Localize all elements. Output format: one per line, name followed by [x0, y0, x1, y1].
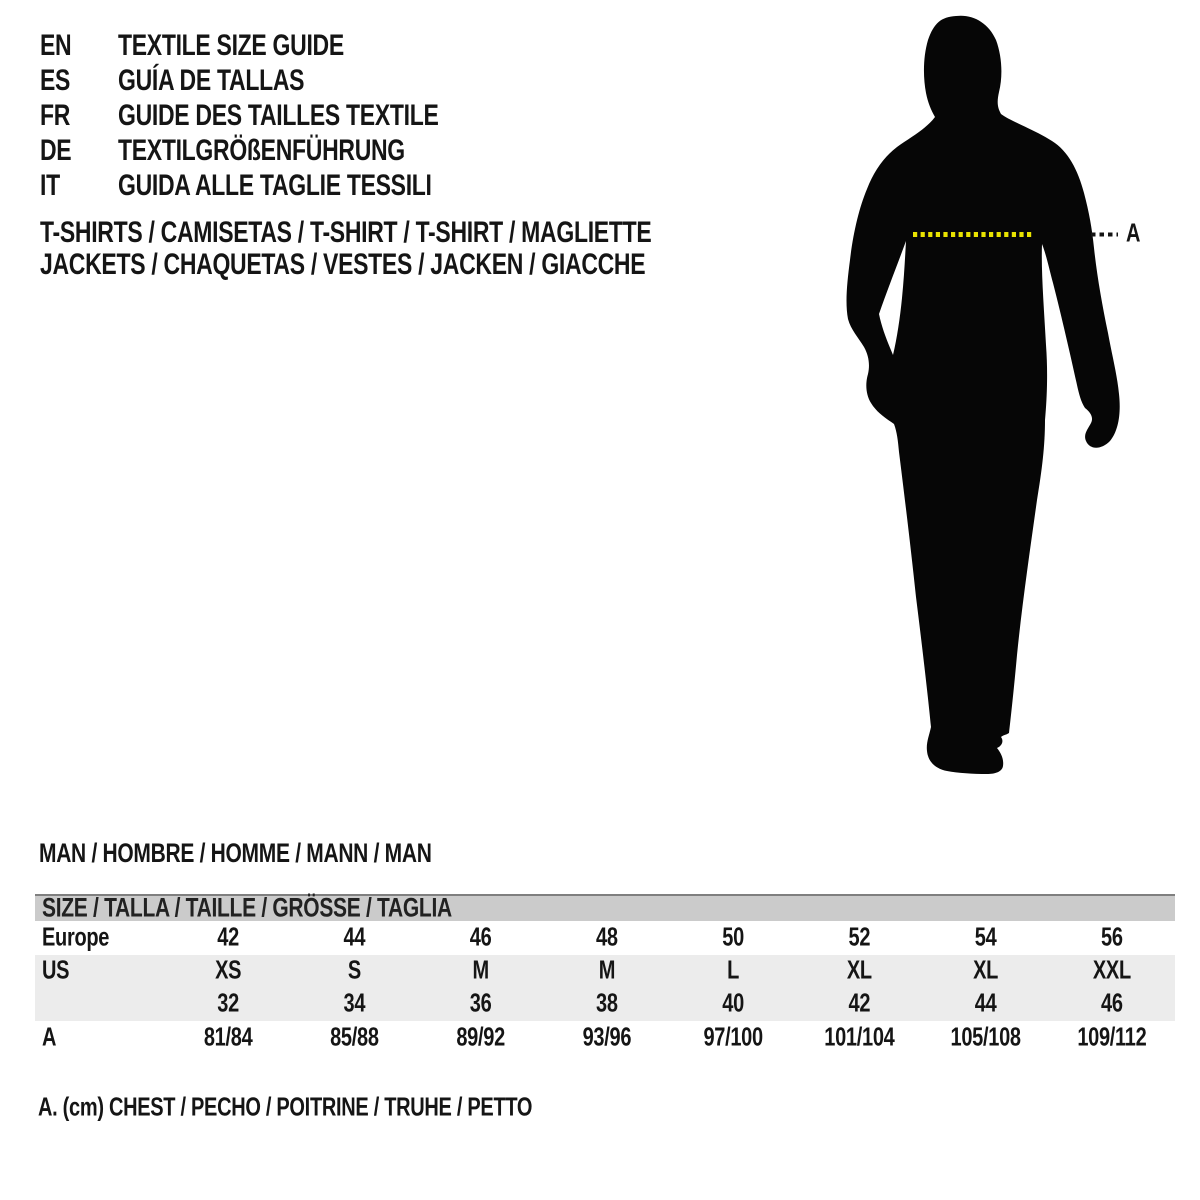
category-text: JACKETS / CHAQUETAS / VESTES / JACKEN / GIACCHE [40, 247, 646, 281]
table-row-europe [35, 921, 1175, 955]
table-cell: M [472, 956, 489, 985]
table-cell: L [727, 956, 740, 985]
language-code: EN [40, 28, 72, 62]
table-cell: 52 [848, 923, 871, 952]
table-cell: 101/104 [824, 1023, 895, 1052]
row-label: A [42, 1023, 57, 1052]
table-cell: 36 [469, 989, 492, 1018]
table-cell: 56 [1101, 923, 1123, 952]
language-code: ES [40, 63, 71, 97]
table-cell: 105/108 [950, 1023, 1021, 1052]
table-row-numeric [35, 988, 1175, 1021]
table-cell: XXL [1092, 956, 1131, 985]
table-row-chest-a [35, 1021, 1175, 1056]
measure-label-text: A [1126, 219, 1141, 249]
language-code: FR [40, 98, 71, 132]
table-cell: 44 [343, 923, 366, 952]
language-title: TEXTILE SIZE GUIDE [118, 28, 344, 62]
table-cell: 38 [596, 989, 618, 1018]
measurement-footnote [38, 1093, 533, 1123]
measure-label-a [1126, 219, 1141, 249]
table-cell: XS [215, 956, 242, 985]
language-code: IT [40, 168, 60, 202]
table-cell: 32 [217, 989, 239, 1018]
size-table-header-text: SIZE / TALLA / TAILLE / GRÖSSE / TAGLIA [42, 893, 452, 923]
size-table-header [35, 894, 1175, 921]
row-label: Europe [42, 923, 110, 952]
category-line-jackets [40, 247, 646, 281]
category-text: T-SHIRTS / CAMISETAS / T-SHIRT / T-SHIRT / MAGLIETTE [40, 215, 652, 249]
language-title: TEXTILGRÖßENFÜHRUNG [118, 133, 405, 167]
table-cell: XL [846, 956, 872, 985]
table-cell: 44 [974, 989, 997, 1018]
language-title: GUIDA ALLE TAGLIE TESSILI [118, 168, 432, 202]
row-label [35, 993, 165, 1016]
table-cell: 54 [974, 923, 997, 952]
gender-heading [39, 838, 432, 869]
table-cell: 85/88 [330, 1023, 379, 1052]
table-cell: 34 [343, 989, 366, 1018]
table-cell: 93/96 [582, 1023, 632, 1052]
table-cell: 46 [469, 923, 492, 952]
table-cell: S [347, 956, 361, 985]
measurement-footnote-text: A. (cm) CHEST / PECHO / POITRINE / TRUHE / PETTO [38, 1093, 533, 1123]
table-cell: 40 [722, 989, 744, 1018]
size-table [35, 894, 1175, 1056]
table-cell: 46 [1101, 989, 1123, 1018]
language-title: GUIDE DES TAILLES TEXTILE [118, 98, 439, 132]
table-cell: 89/92 [456, 1023, 505, 1052]
table-cell: 97/100 [703, 1023, 763, 1052]
table-cell: 81/84 [203, 1023, 253, 1052]
category-line-tshirts [40, 215, 652, 249]
man-silhouette [847, 16, 1120, 774]
language-title: GUÍA DE TALLAS [118, 63, 305, 97]
table-cell: 109/112 [1077, 1023, 1147, 1052]
row-label: US [42, 956, 70, 985]
gender-heading-text: MAN / HOMBRE / HOMME / MANN / MAN [39, 838, 432, 869]
table-cell: 42 [848, 989, 871, 1018]
table-cell: M [598, 956, 616, 985]
table-cell: 50 [722, 923, 744, 952]
table-cell: XL [973, 956, 999, 985]
table-cell: 48 [596, 923, 618, 952]
language-code: DE [40, 133, 72, 167]
table-row-us [35, 955, 1175, 988]
table-cell: 42 [217, 923, 239, 952]
